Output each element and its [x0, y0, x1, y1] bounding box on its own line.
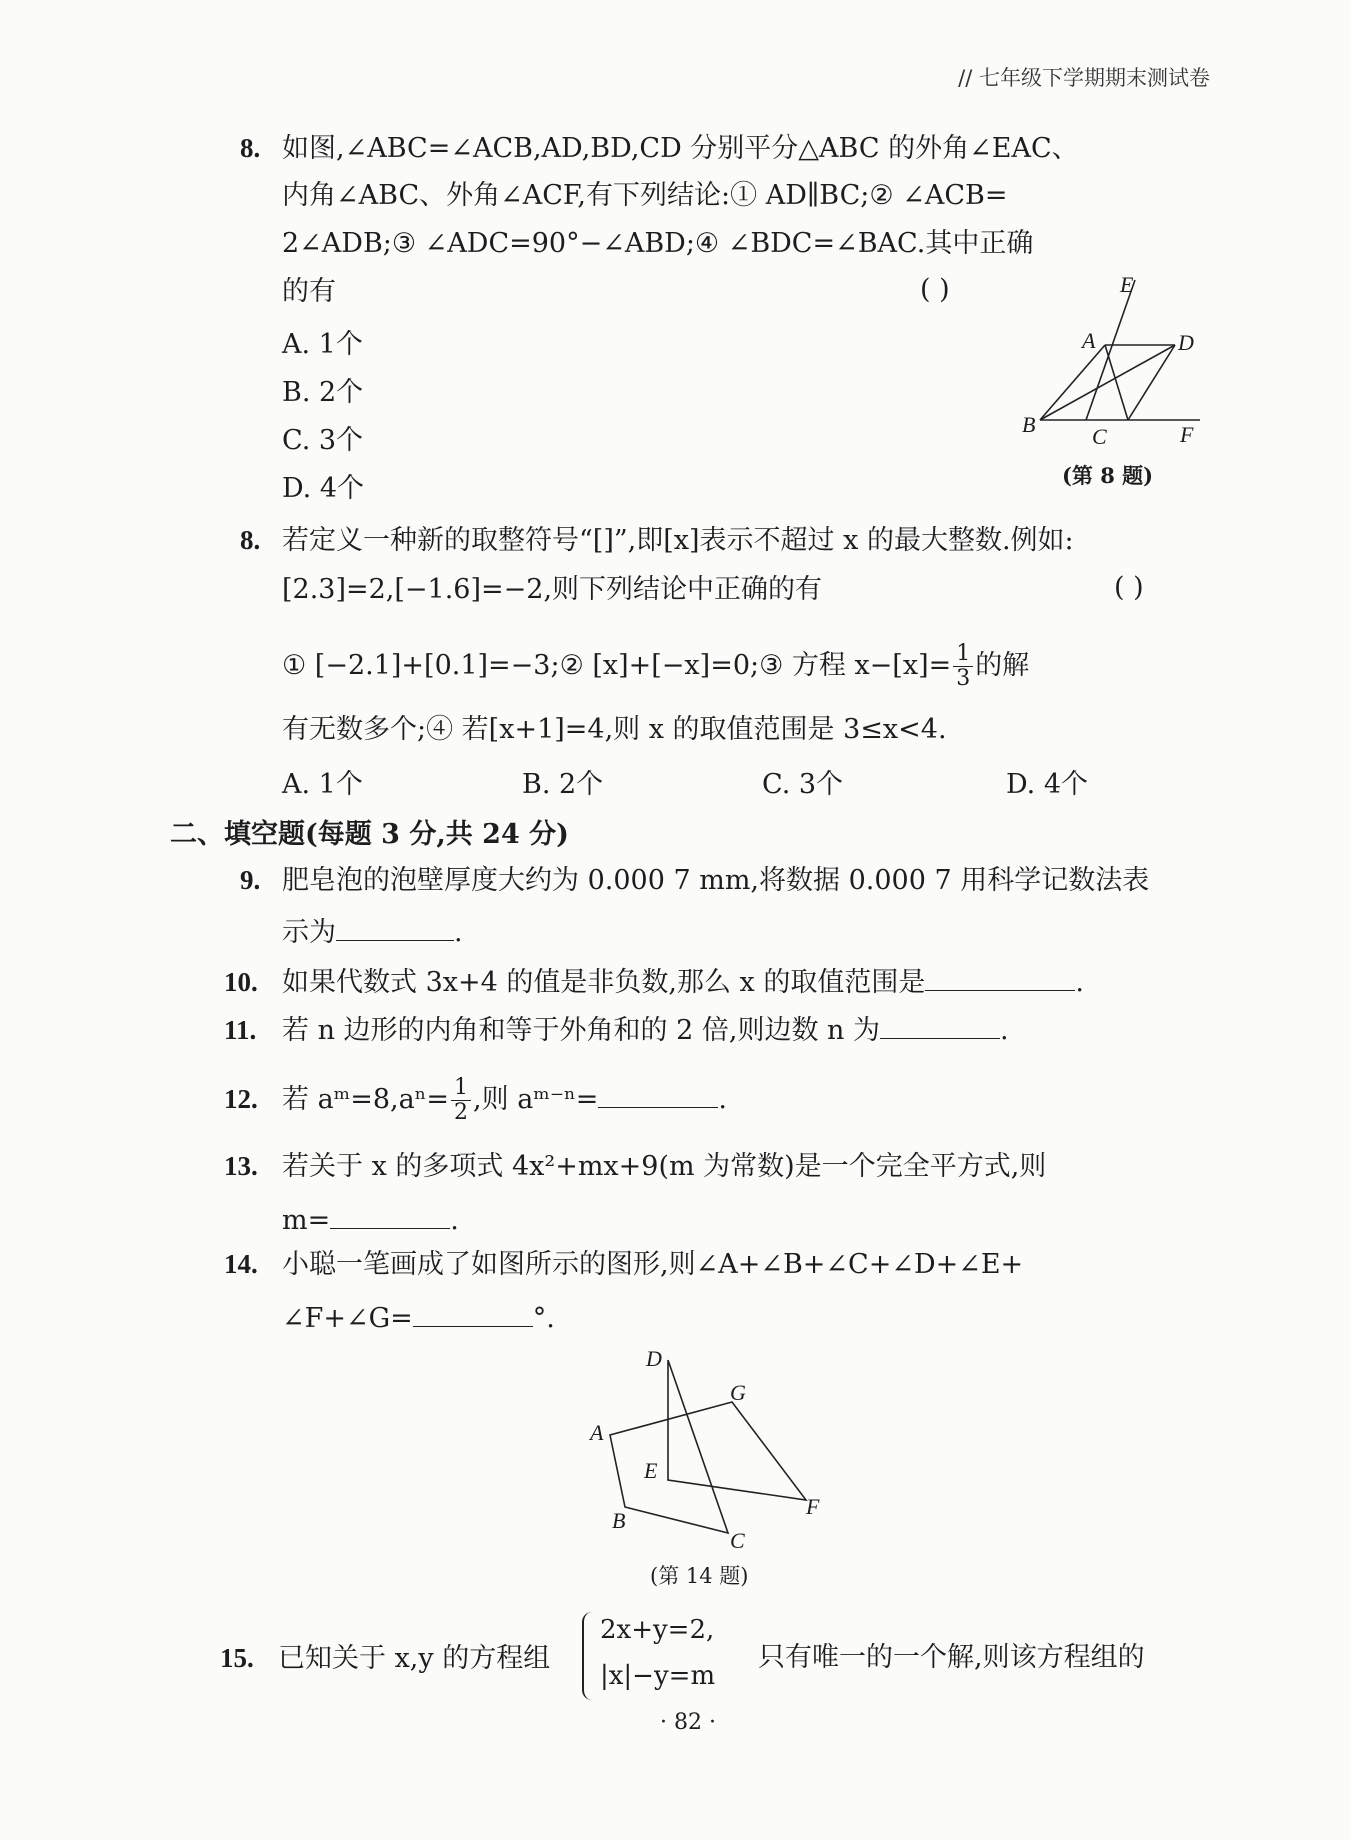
q8b-option-b: B. 2个 — [522, 769, 604, 800]
q11-number: 11. — [224, 1015, 257, 1045]
q8a-number: 8. — [240, 133, 261, 163]
q13-answer-blank[interactable] — [330, 1198, 450, 1229]
q14-label-c: C — [730, 1528, 745, 1553]
q8b-line-3: ① [−2.1]+[0.1]=−3;② [x]+[−x]=0;③ 方程 x−[x]= $\frac{1}{3}$ 的解 — [282, 641, 1030, 691]
q9-line-2: 示为 . — [282, 910, 463, 951]
fraction-one-half: $\frac{1}{2}$ — [451, 1076, 471, 1125]
q12-number: 12. — [224, 1084, 258, 1114]
q8b-line-4: 有无数多个;④ 若[x+1]=4,则 x 的取值范围是 3≤x<4. — [282, 714, 947, 745]
q8a-option-a: A. 1个 — [282, 329, 363, 360]
section-fill-in-title: 二、填空题(每题 3 分,共 24 分) — [170, 819, 569, 850]
q14-label-e: E — [644, 1458, 658, 1483]
q8a-figure-caption: (第 8 题) — [1062, 463, 1154, 488]
q8a-line-3: 2∠ADB;③ ∠ADC=90°−∠ABD;④ ∠BDC=∠BAC.其中正确 — [282, 228, 1034, 259]
q8a-label-d: D — [1178, 330, 1194, 355]
q12-line: 12. 若 aᵐ=8,aⁿ= $\frac{1}{2}$ ,则 aᵐ⁻ⁿ= . — [224, 1075, 728, 1125]
q8b-option-a: A. 1个 — [282, 769, 363, 800]
q8a-option-b: B. 2个 — [282, 377, 364, 408]
q13-line-1: 13. 若关于 x 的多项式 4x²+mx+9(m 为常数)是一个完全平方式,则 — [224, 1148, 1046, 1185]
page-number: · 82 · — [660, 1710, 716, 1735]
q8a-line-1: 8. 如图,∠ABC=∠ACB,AD,BD,CD 分别平分△ABC 的外角∠EAC、 — [240, 130, 1079, 167]
q8b-line-1: 8. 若定义一种新的取整符号“[]”,即[x]表示不超过 x 的最大整数.例如: — [240, 522, 1074, 559]
q10-answer-blank[interactable] — [925, 960, 1075, 991]
q14-answer-blank[interactable] — [413, 1296, 533, 1327]
q14-label-b: B — [612, 1508, 626, 1533]
q10-line: 10. 如果代数式 3x+4 的值是非负数,那么 x 的取值范围是 . — [224, 960, 1084, 1001]
q8b-number: 8. — [240, 525, 261, 555]
q8a-label-b: B — [1022, 412, 1036, 437]
q14-line-2: ∠F+∠G= °. — [282, 1296, 555, 1337]
q8b-line-2: [2.3]=2,[−1.6]=−2,则下列结论中正确的有 — [282, 574, 823, 605]
fraction-one-third: $\frac{1}{3}$ — [953, 642, 973, 691]
q8a-label-f: F — [1180, 422, 1194, 447]
q8a-line-4: 的有 — [282, 276, 336, 307]
q13-number: 13. — [224, 1151, 258, 1181]
q15-system-brace — [582, 1612, 598, 1700]
q8a-label-e: E — [1120, 272, 1134, 297]
q8a-label-c: C — [1092, 424, 1107, 449]
q15-number: 15. — [220, 1643, 254, 1673]
q8b-answer-paren: ( ) — [1114, 572, 1144, 603]
q14-line-1: 14. 小聪一笔画成了如图所示的图形,则∠A+∠B+∠C+∠D+∠E+ — [224, 1246, 1023, 1283]
q8a-answer-paren: ( ) — [920, 274, 950, 305]
q12-answer-blank[interactable] — [598, 1077, 718, 1108]
q9-answer-blank[interactable] — [336, 910, 454, 941]
q14-label-a: A — [590, 1420, 604, 1445]
q11-answer-blank[interactable] — [880, 1008, 1000, 1039]
running-header: // 七年级下学期期末测试卷 — [958, 66, 1210, 90]
q14-figure — [580, 1340, 840, 1560]
q15-line-start: 15. 已知关于 x,y 的方程组 — [220, 1640, 550, 1677]
q8a-line-2: 内角∠ABC、外角∠ACF,有下列结论:① AD∥BC;② ∠ACB= — [282, 180, 1008, 211]
q8a-figure — [1022, 270, 1210, 460]
q8b-option-d: D. 4个 — [1006, 769, 1089, 800]
q11-line: 11. 若 n 边形的内角和等于外角和的 2 倍,则边数 n 为 . — [224, 1008, 1009, 1049]
q14-label-d: D — [646, 1346, 662, 1371]
q13-line-2: m= . — [282, 1198, 459, 1239]
q8a-label-a: A — [1082, 328, 1096, 353]
q14-label-g: G — [730, 1380, 746, 1405]
q8a-option-d: D. 4个 — [282, 473, 365, 504]
q8a-option-c: C. 3个 — [282, 425, 364, 456]
q14-number: 14. — [224, 1249, 258, 1279]
q9-number: 9. — [240, 865, 261, 895]
q14-figure-caption: (第 14 题) — [650, 1564, 749, 1588]
q15-line-end: 只有唯一的一个解,则该方程组的 — [758, 1642, 1145, 1673]
q14-label-f: F — [806, 1494, 820, 1519]
q10-number: 10. — [224, 967, 258, 997]
q15-equation-2: |x|−y=m — [600, 1661, 716, 1691]
q9-line-1: 9. 肥皂泡的泡壁厚度大约为 0.000 7 mm,将数据 0.000 7 用科学记数法表 — [240, 862, 1149, 899]
q8b-option-c: C. 3个 — [762, 769, 844, 800]
q15-equation-1: 2x+y=2, — [600, 1615, 715, 1645]
